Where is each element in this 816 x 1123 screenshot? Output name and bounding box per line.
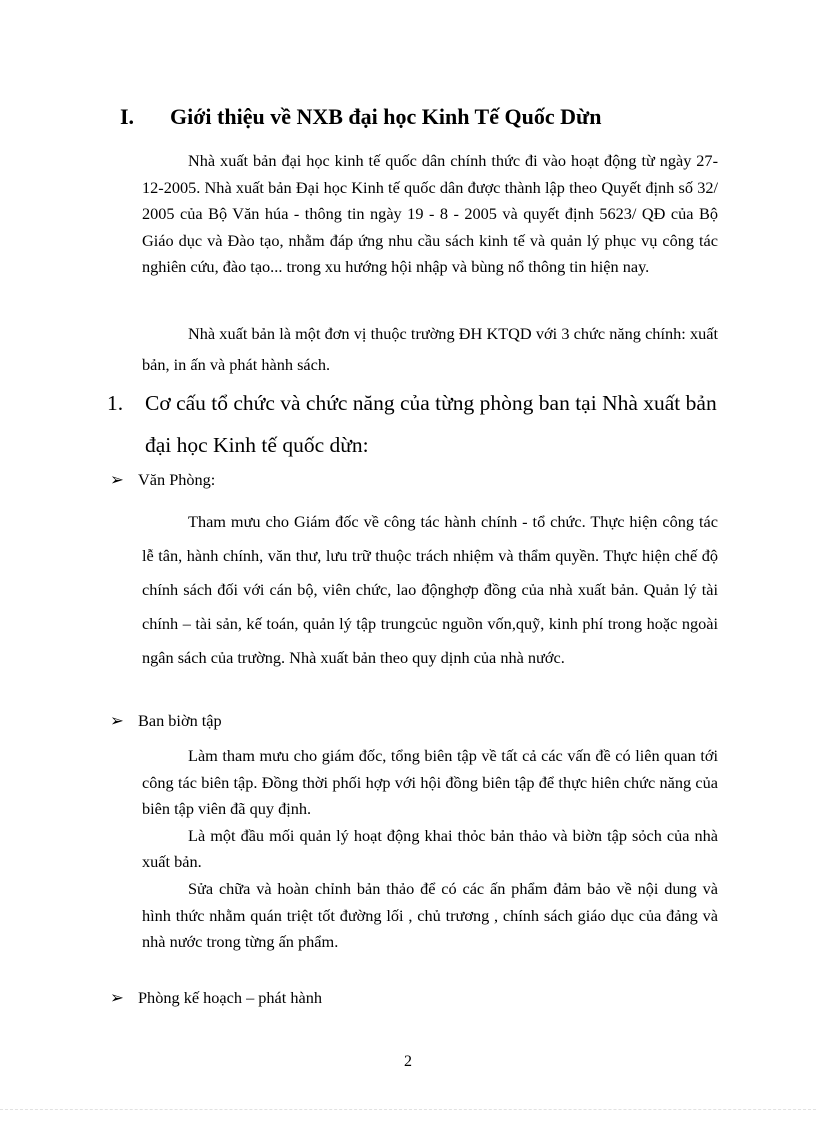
ban-bien-tap-text-2: Là một đầu mối quản lý hoạt động khai thỏc bản thảo và biờn tập sỏch của nhà xuất bản. xyxy=(142,825,718,872)
subsection-heading xyxy=(107,382,721,466)
intro-paragraph xyxy=(142,148,718,281)
bullet-label: Văn Phòng: xyxy=(138,470,216,489)
arrow-bullet-icon: ➢ xyxy=(110,470,124,489)
subsection-number: 1. xyxy=(107,391,124,415)
arrow-bullet-icon: ➢ xyxy=(110,711,124,730)
van-phong-text: Tham mưu cho Giám đốc về công tác hành chính - tổ chức. Thực hiện công tác lễ tân, hành chính, văn thư, lưu trữ thuộc trách nhiệm và thẩm quyền. Thực hiện chế độ chính sách đối với cán bộ, viên chức, lao độnghợp đồng của nhà xuất bản. Quản lý tài chính – tài sản, kế toán, quản lý tập trungcủc nguồn vốn,quỹ, kinh phí trong hoặc ngoài ngân sách của trường. Nhà xuất bản theo quy dịnh của nhà nước. xyxy=(142,512,718,667)
ban-bien-tap-block xyxy=(142,743,718,956)
page-edge-divider xyxy=(0,1109,816,1110)
bullet-ban-bien-tap xyxy=(110,711,222,731)
bullet-van-phong xyxy=(110,470,215,490)
page-number: 2 xyxy=(404,1053,412,1070)
van-phong-paragraph xyxy=(142,505,718,675)
ban-bien-tap-text-3: Sửa chữa và hoàn chỉnh bản thảo để có các ấn phẩm đảm bảo về nội dung và hình thức nhằm quán triệt tốt đường lối , chủ trương , chính sách giáo dục của đảng và nhà nước trong từng ấn phẩm. xyxy=(142,878,718,952)
subsection-title: Cơ cấu tổ chức và chức năng của từng phòng ban tại Nhà xuất bản đại học Kinh tế quốc dừn: xyxy=(145,391,717,457)
section-heading xyxy=(120,104,601,130)
section-number: I. xyxy=(120,104,135,129)
bullet-phong-ke-hoach xyxy=(110,988,322,1008)
functions-paragraph xyxy=(142,318,718,380)
arrow-bullet-icon: ➢ xyxy=(110,988,124,1007)
bullet-label: Phòng kế hoạch – phát hành xyxy=(138,988,323,1007)
bullet-label: Ban biờn tập xyxy=(138,711,222,730)
functions-text: Nhà xuất bản là một đơn vị thuộc trường ĐH KTQD với 3 chức năng chính: xuất bản, in ấn và phát hành sách. xyxy=(142,324,718,374)
ban-bien-tap-text-1: Làm tham mưu cho giám đốc, tổng biên tập về tất cả các vấn đề có liên quan tới công tác biên tập. Đồng thời phối hợp với hội đồng biên tập để thực hiên chức năng của biên tập viên đã quy định. xyxy=(142,746,718,819)
intro-text: Nhà xuất bản đại học kinh tế quốc dân chính thức đi vào hoạt động từ ngày 27-12-2005. Nhà xuất bản Đại học Kinh tế quốc dân được thành lập theo Quyết định số 32/ 2005 của Bộ Văn húa - thông tin ngày 19 - 8 - 2005 và quyết định 5623/ QĐ của Bộ Giáo dục và Đào tạo, nhằm đáp ứng nhu cầu sách kinh tế và quản lý phục vụ công tác nghiên cứu, đào tạo... trong xu hướng hội nhập và bùng nổ thông tin hiện nay. xyxy=(142,151,718,277)
section-title: Giới thiệu về NXB đại học Kinh Tế Quốc Dừn xyxy=(170,104,602,129)
